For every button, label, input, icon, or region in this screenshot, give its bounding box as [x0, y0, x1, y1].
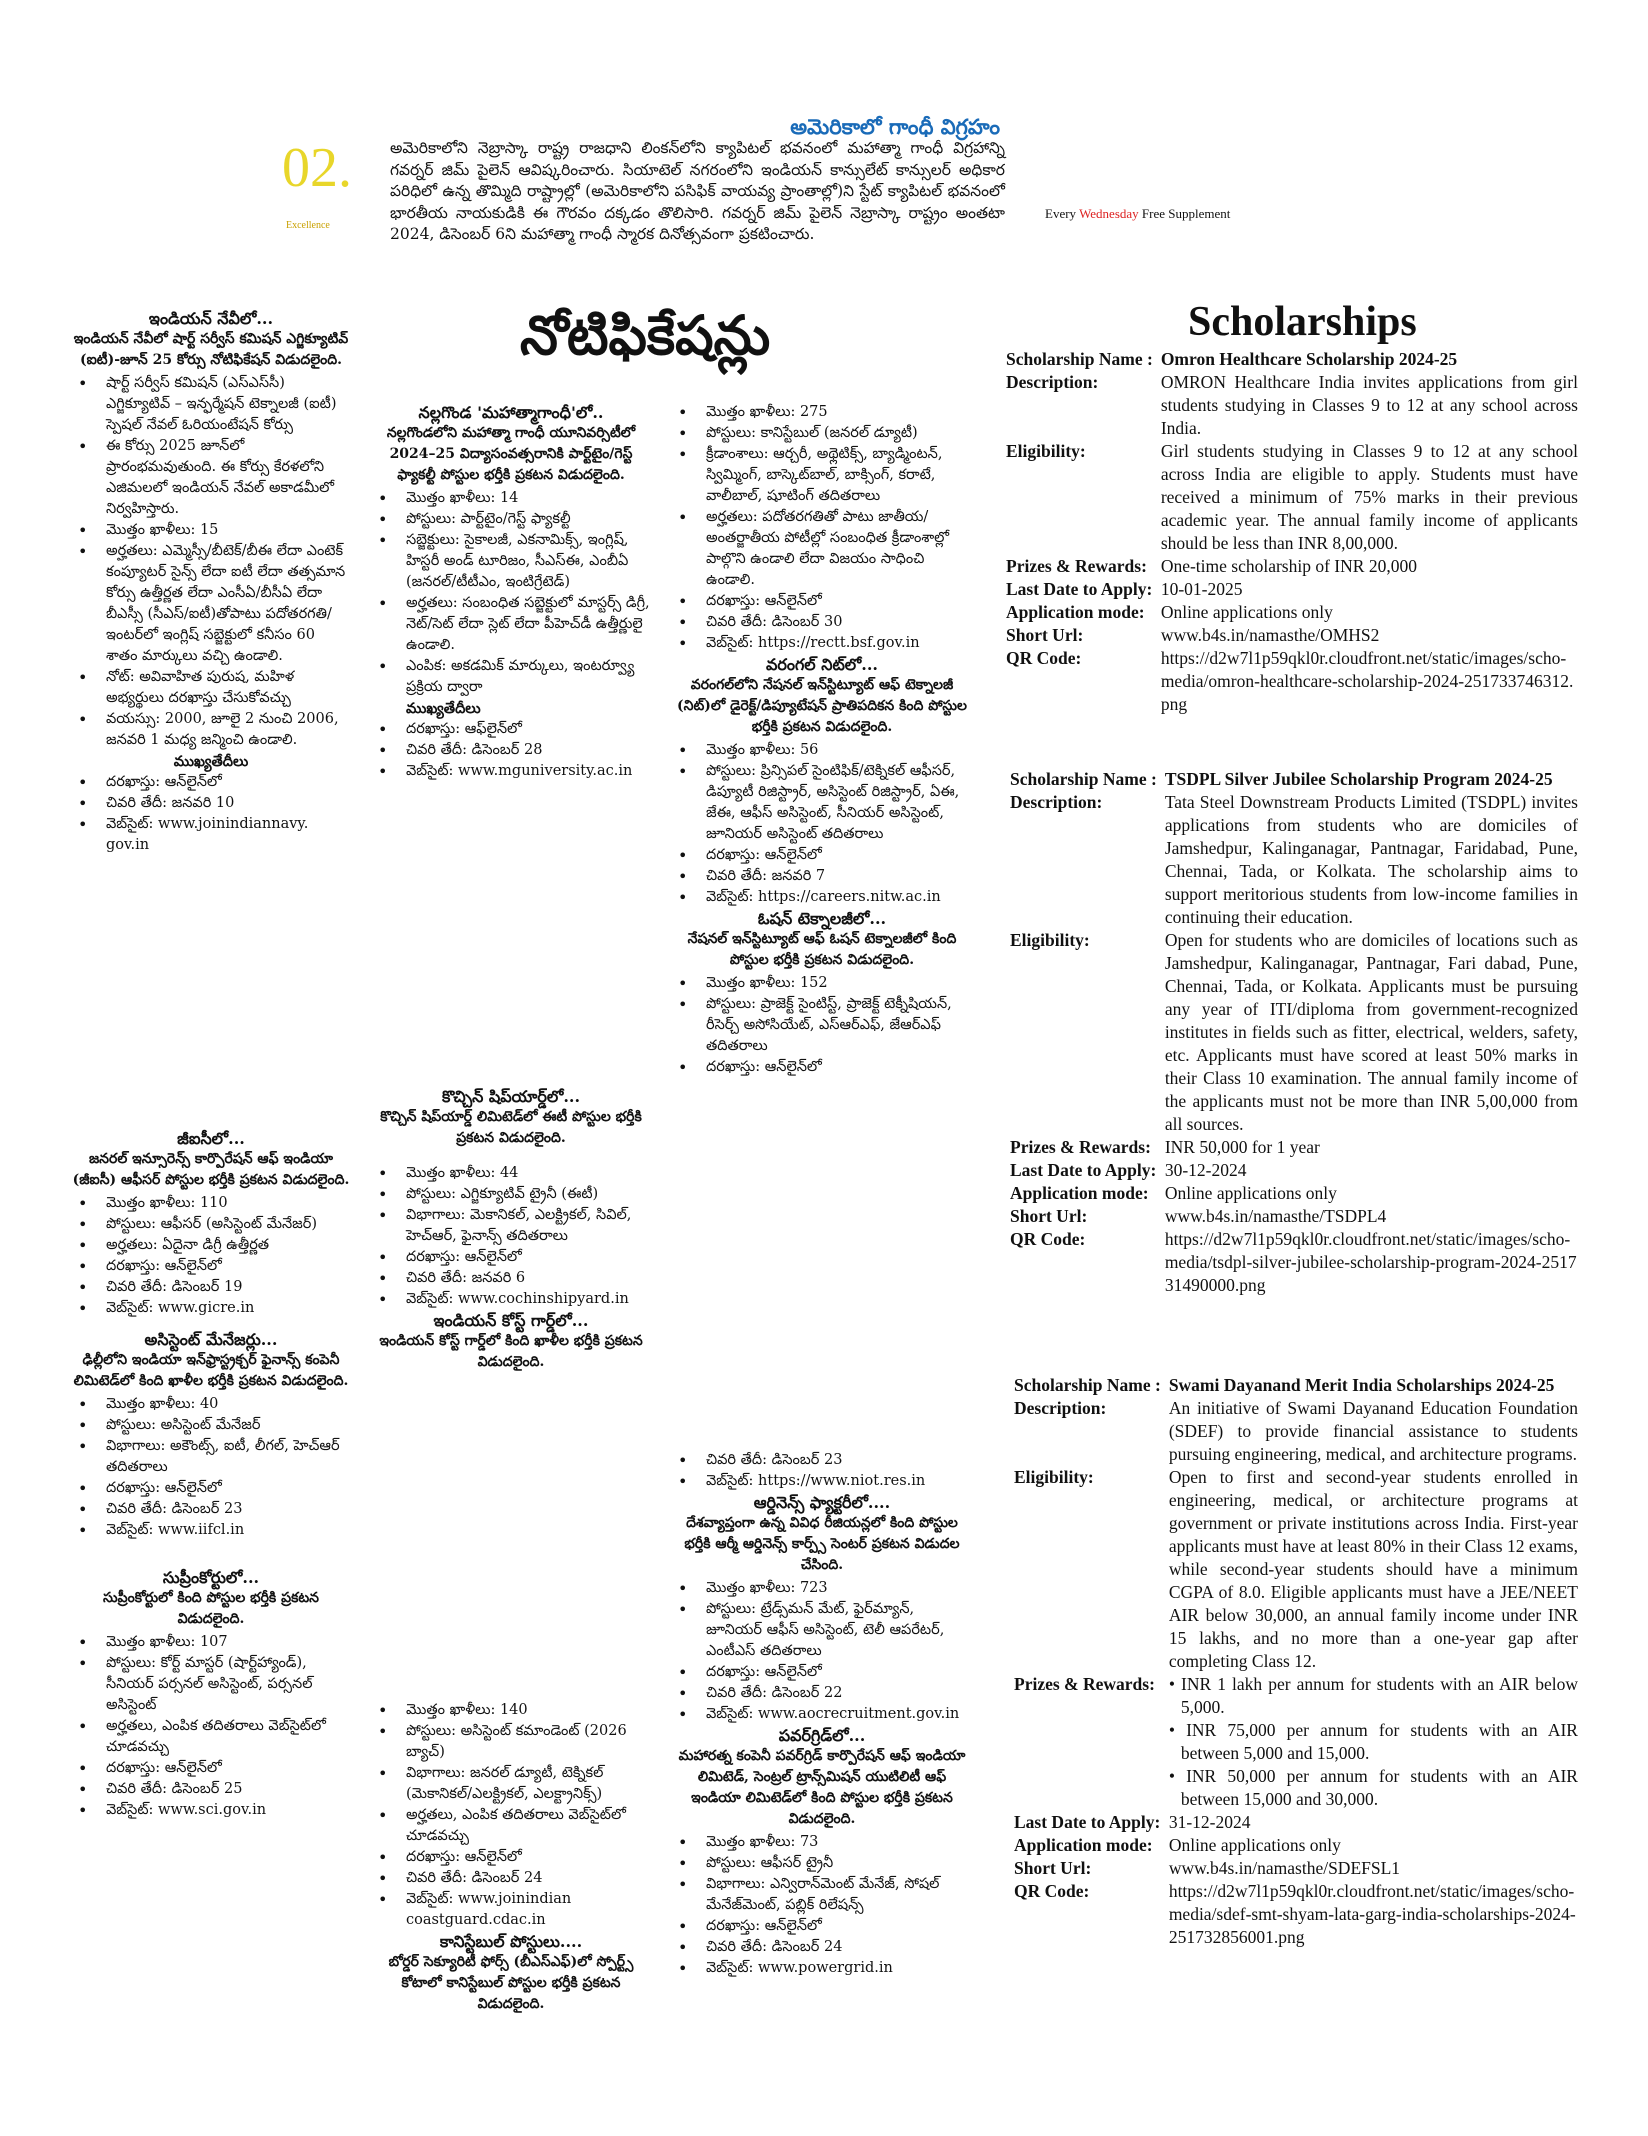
label-eligibility: Eligibility:: [1010, 930, 1090, 950]
supplement-prefix: Every: [1045, 206, 1080, 221]
scholarship-last-date: 31-12-2024: [1168, 1812, 1251, 1832]
column-1-lower: [72, 1128, 350, 1821]
scholarship-tsdpl: [1010, 768, 1578, 1297]
section-heading: అసిస్టెంట్ మేనేజర్లు...: [144, 1330, 278, 1349]
list-item: • దరఖాస్తు: ఆన్‌లైన్‌లో: [86, 1758, 350, 1779]
label-mode: Application mode:: [1006, 602, 1145, 622]
navy-notice: [72, 308, 350, 856]
list-item: • చివరి తేదీ: డిసెంబర్ 24: [386, 1868, 650, 1889]
label-eligibility: Eligibility:: [1006, 441, 1086, 461]
list-item: • దరఖాస్తు: ఆన్‌లైన్‌లో: [686, 1057, 972, 1078]
list-item: • అర్హతలు: సంబంధిత సబ్జెక్టులో మాస్టర్స్ డిగ్రీ, నెట్/సెట్ లేదా స్లెట్ లేదా పీహెచ్‌డీ ఉత్తీర్ణులై ఉండాలి.: [386, 593, 650, 656]
list-item: • INR 75,000 per annum for students with an AIR between 5,000 and 15,000.: [1169, 1719, 1578, 1765]
list-item: • పోస్టులు: పార్ట్‌టైం/గెస్ట్ ఫ్యాకల్టీ: [386, 509, 650, 530]
list-item: • మొత్తం ఖాళీలు: 14: [386, 488, 650, 509]
label-description: Description:: [1014, 1398, 1107, 1418]
section-heading: ఇండియన్ కోస్ట్ గార్డ్‌లో...: [433, 1311, 589, 1330]
label-short-url: Short Url:: [1010, 1206, 1088, 1226]
gandhi-news-body: అమెరికాలోని నెబ్రాస్కా రాష్ట్ర రాజధాని లింకన్‌లోని క్యాపిటల్ భవనంలో మహాత్మా గాంధీ విగ్రహాన్ని గవర్నర్ జిమ్ పైలెన్ ఆవిష్కరించారు. సియాటెల్ నగరంలోని ఇండియన్ కాన్సులేట్ కాన్సులర్ అధికార పరిధిలో ఉన్న తొమ్మిది రాష్ట్రాల్లో (అమెరికాలోని పసిఫిక్ వాయవ్య ప్రాంతాల్లో)ని స్టేట్ క్యాపిటల్ భవనంలో భారతీయ నాయకుడికి ఈ గౌరవం దక్కడం తొలిసారి. గవర్నర్ జిమ్ పైలెన్ నెబ్రాస్కా రాష్ట్రం అంతటా 2024, డిసెంబర్ 6ని మహాత్మా గాంధీ స్మారక దినోత్సవంగా ప్రకటించారు.: [390, 139, 1005, 243]
list-item: • అర్హతలు: ఎమ్మెస్సీ/బీటెక్/బీఈ లేదా ఎంటెక్ కంప్యూటర్ సైన్స్ లేదా ఐటీ లేదా తత్సమాన కోర్సు ఉత్తీర్ణత లేదా ఎంసీఏ/బీసీఏ లేదా బీఎస్సీ (సీఎస్/ఐటీ)తోపాటు పదోతరగతి/ఇంటర్‌లో ఇంగ్లిష్ సబ్జెక్టులో కనీసం 60 శాతం మార్కులు వచ్చి ఉండాలి.: [86, 541, 350, 667]
column-3-lower: [672, 1450, 972, 1979]
label-mode: Application mode:: [1010, 1183, 1149, 1203]
list-item: • మొత్తం ఖాళీలు: 40: [86, 1394, 350, 1415]
list-item: • సబ్జెక్టులు: సైకాలజీ, ఎకనామిక్స్, ఇంగ్లిష్, హిస్టరీ అండ్ టూరిజం, సీఎస్‌ఈ, ఎంబీఏ (జనరల్/టీటీఎం, ఇంటిగ్రేటెడ్): [386, 530, 650, 593]
list-item: • వెబ్‌సైట్: https://www.niot.res.in: [686, 1471, 972, 1492]
section-intro: కొచ్చిన్ షిప్‌యార్డ్ లిమిటెడ్‌లో ఈటీ పోస్టుల భర్తీకి ప్రకటన విడుదలైంది.: [380, 1109, 642, 1146]
section-intro: మహారత్న కంపెనీ పవర్‌గ్రిడ్ కార్పొరేషన్ ఆఫ్ ఇండియా లిమిటెడ్, సెంట్రల్ ట్రాన్స్‌మిషన్ యుటిలిటీ ఆఫ్ ఇండియా లిమిటెడ్‌లో కింది పోస్టుల భర్తీకి ప్రకటన విడుదలైంది.: [678, 1748, 966, 1827]
list-item: • మొత్తం ఖాళీలు: 44: [386, 1163, 650, 1184]
scholarship-qr: https://d2w7l1p59qkl0r.cloudfront.net/static/images/scho-media/tsdpl-silver-jubilee-scholarship-program-2024-251731490000.png: [1164, 1229, 1577, 1295]
list-item: • వెబ్‌సైట్: www.iifcl.in: [86, 1520, 350, 1541]
list-item: • పోస్టులు: ప్రిన్సిపల్ సైంటిఫిక్/టెక్నికల్ ఆఫీసర్, డిప్యూటీ రిజిస్ట్రార్, అసిస్టెంట్ రిజిస్ట్రార్, ఏఈ, జేఈ, ఆఫీస్ అసిస్టెంట్, సీనియర్ అసిస్టెంట్, జూనియర్ అసిస్టెంట్ తదితరాలు: [686, 761, 972, 845]
list-item: • వెబ్‌సైట్: www.cochinshipyard.in: [386, 1289, 650, 1310]
label-prizes: Prizes & Rewards:: [1006, 556, 1147, 576]
section-heading: నల్లగొండ 'మహాత్మాగాంధీ'లో..: [418, 403, 604, 422]
scholarship-eligibility: Girl students studying in Classes 9 to 12 at any school across India are eligible to apply. Students must have received a minimum of 75% marks in their previous academic year. The annual family income of applicants should be less than INR 8,00,000.: [1160, 441, 1578, 553]
column-2-middle: [372, 1086, 650, 1375]
label-name: Scholarship Name :: [1010, 769, 1157, 789]
list-item: • అర్హతలు: ఏదైనా డిగ్రీ ఉత్తీర్ణత: [86, 1235, 350, 1256]
section-intro: వరంగల్‌లోని నేషనల్ ఇన్‌స్టిట్యూట్ ఆఫ్ టెక్నాలజీ (నిట్)లో డైరెక్ట్/డిప్యూటేషన్ ప్రాతిపదికన కింది పోస్టుల భర్తీకి ప్రకటన విడుదలైంది.: [677, 677, 967, 735]
scholarship-short-url: www.b4s.in/namasthe/OMHS2: [1160, 625, 1380, 645]
list-item: • దరఖాస్తు: ఆన్‌లైన్‌లో: [686, 1916, 972, 1937]
scholarship-short-url: www.b4s.in/namasthe/TSDPL4: [1164, 1206, 1387, 1226]
list-item: • దరఖాస్తు: ఆన్‌లైన్‌లో: [386, 1247, 650, 1268]
list-item: • విభాగాలు: జనరల్ డ్యూటీ, టెక్నికల్ (మెకానికల్/ఎలక్ట్రికల్, ఎలక్ట్రానిక్స్): [386, 1763, 650, 1805]
label-description: Description:: [1006, 372, 1099, 392]
list-item: • వెబ్‌సైట్: www.sci.gov.in: [86, 1800, 350, 1821]
label-qr: QR Code:: [1006, 648, 1082, 668]
section-intro: ఇండియన్ నేవీలో షార్ట్ సర్వీస్ కమిషన్ ఎగ్జిక్యూటివ్ (ఐటీ)-జూన్ 25 కోర్సు నోటిఫికేషన్ విడుదలైంది.: [73, 331, 349, 368]
list-item: • వయస్సు: 2000, జూలై 2 నుంచి 2006, జనవరి 1 మధ్య జన్మించి ఉండాలి.: [86, 709, 350, 751]
scholarship-name: Swami Dayanand Merit India Scholarships 2024-25: [1168, 1375, 1555, 1395]
section-heading: ఓషన్ టెక్నాలజీలో...: [757, 909, 887, 928]
scholarship-last-date: 10-01-2025: [1160, 579, 1243, 599]
scholarship-name: TSDPL Silver Jubilee Scholarship Program 2024-25: [1164, 769, 1553, 789]
list-item: • దరఖాస్తు: ఆఫ్‌లైన్‌లో: [386, 719, 650, 740]
supplement-suffix: Free Supplement: [1138, 206, 1231, 221]
list-item: • దరఖాస్తు: ఆన్‌లైన్‌లో: [386, 1847, 650, 1868]
list-item: • మొత్తం ఖాళీలు: 723: [686, 1578, 972, 1599]
list-item: • మొత్తం ఖాళీలు: 275: [686, 402, 972, 423]
list-item: • పోస్టులు: కోర్ట్ మాస్టర్ (షార్ట్‌హ్యాండ్), సీనియర్ పర్సనల్ అసిస్టెంట్, పర్సనల్ అసిస్టెంట్: [86, 1653, 350, 1716]
list-item: • వెబ్‌సైట్: www.joinindian coastguard.cdac.in: [386, 1889, 650, 1931]
section-intro: దేశవ్యాప్తంగా ఉన్న వివిధ రీజియన్లలో కింది పోస్టుల భర్తీకి ఆర్మీ ఆర్డినెన్స్ కార్ప్స్ సెంటర్ ప్రకటన విడుదల చేసింది.: [684, 1515, 960, 1573]
gic-notice: [72, 1128, 350, 1319]
scholarship-eligibility: Open to first and second-year students enrolled in engineering, medical, or architecture programs at government or private institutions across India. First-year applicants must have at least 80% in their Class 12 exams, while second-year students should have a minimum CGPA of 8.0. Eligible applicants must have a JEE/NEET AIR below 30,000, an annual family income under INR 15 lakhs, and no more than a one-year gap after completing Class 12.: [1168, 1467, 1578, 1671]
label-description: Description:: [1010, 792, 1103, 812]
sc-notice: [72, 1567, 350, 1821]
list-item: • వెబ్‌సైట్: www.powergrid.in: [686, 1958, 972, 1979]
scholarship-mode: Online applications only: [1160, 602, 1333, 622]
label-short-url: Short Url:: [1006, 625, 1084, 645]
list-item: • చివరి తేదీ: డిసెంబర్ 28: [386, 740, 650, 761]
section-intro: ఢిల్లీలోని ఇండియా ఇన్‌ఫ్రాస్ట్రక్చర్ ఫైనాన్స్ కంపెనీ లిమిటెడ్‌లో కింది ఖాళీల భర్తీకి ప్రకటన విడుదలైంది.: [73, 1352, 349, 1389]
bsf-notice-header: [372, 1931, 650, 2015]
section-heading: పవర్‌గ్రిడ్‌లో...: [778, 1726, 866, 1745]
supplement-note: [1045, 206, 1230, 222]
aoc-notice: [672, 1492, 972, 1725]
list-item: • చివరి తేదీ: డిసెంబర్ 30: [686, 612, 972, 633]
section-heading: వరంగల్ నిట్‌లో...: [766, 655, 878, 674]
list-item: • షార్ట్ సర్వీస్ కమిషన్ (ఎస్ఎస్‌సీ) ఎగ్జిక్యూటివ్ – ఇన్ఫర్మేషన్ టెక్నాలజీ (ఐటీ) స్పెషల్ నేవల్ ఓరియంటేషన్ కోర్సు: [86, 373, 350, 436]
important-dates-subhead: ముఖ్యతేదీలు: [173, 753, 249, 770]
list-item: • చివరి తేదీ: డిసెంబర్ 23: [86, 1499, 350, 1520]
list-item: • అర్హతలు, ఎంపిక తదితరాలు వెబ్‌సైట్‌లో చూడవచ్చు: [86, 1716, 350, 1758]
scholarship-name: Omron Healthcare Scholarship 2024-25: [1160, 349, 1458, 369]
label-mode: Application mode:: [1014, 1835, 1153, 1855]
list-item: • మొత్తం ఖాళీలు: 140: [386, 1700, 650, 1721]
label-last-date: Last Date to Apply:: [1014, 1812, 1161, 1832]
scholarship-description: Tata Steel Downstream Products Limited (TSDPL) invites applications from students who are domiciles of Jamshedpur, Kalinganagar, Pantnagar, Faridabad, Pune, Chennai, Tada, or Kolkata. The scholarship aims to support meritorious students from low-income families in continuing their education.: [1164, 792, 1578, 927]
list-item: • మొత్తం ఖాళీలు: 152: [686, 973, 972, 994]
section-intro: ఇండియన్ కోస్ట్ గార్డ్‌లో కింది ఖాళీల భర్తీకి ప్రకటన విడుదలైంది.: [379, 1333, 643, 1370]
column-2-lower: [372, 1700, 650, 2017]
list-item: • దరఖాస్తు: ఆన్‌లైన్‌లో: [86, 1256, 350, 1277]
list-item: • పోస్టులు: ఆఫీసర్ (అసిస్టెంట్ మేనేజర్): [86, 1214, 350, 1235]
section-intro: బోర్డర్ సెక్యూరిటీ ఫోర్స్ (బీఎస్ఎఫ్)లో స్పోర్ట్స్ కోటాలో కానిస్టేబుల్ పోస్టుల భర్తీకి ప్రకటన విడుదలైంది.: [388, 1954, 634, 2012]
list-item: • వెబ్‌సైట్: www.mguniversity.ac.in: [386, 761, 650, 782]
list-item: • చివరి తేదీ: డిసెంబర్ 19: [86, 1277, 350, 1298]
section-heading: కానిస్టేబుల్ పోస్టులు....: [439, 1932, 583, 1951]
scholarship-description: OMRON Healthcare India invites applications from girl students studying in Classes 9 to 12 at any school across India.: [1160, 372, 1578, 438]
icg-notice-header: [372, 1310, 650, 1373]
list-item: • పోస్టులు: ఆఫీసర్ ట్రైనీ: [686, 1853, 972, 1874]
label-qr: QR Code:: [1010, 1229, 1086, 1249]
list-item: • వెబ్‌సైట్: https://careers.nitw.ac.in: [686, 887, 972, 908]
list-item: • నోట్: అవివాహిత పురుష, మహిళ అభ్యర్థులు దరఖాస్తు చేసుకోవచ్చు: [86, 667, 350, 709]
list-item: • విభాగాలు: మెకానికల్, ఎలక్ట్రికల్, సివిల్, హెచ్‌ఆర్, ఫైనాన్స్ తదితరాలు: [386, 1205, 650, 1247]
column-3-upper: [672, 402, 972, 1078]
section-heading: సుప్రీంకోర్టులో...: [162, 1568, 260, 1587]
label-last-date: Last Date to Apply:: [1010, 1160, 1157, 1180]
scholarship-mode: Online applications only: [1164, 1183, 1337, 1203]
list-item: • దరఖాస్తు: ఆన్‌లైన్‌లో: [686, 591, 972, 612]
gandhi-news-title: అమెరికాలో గాంధీ విగ్రహం: [790, 114, 1000, 139]
scholarship-sdef: [1014, 1374, 1578, 1949]
label-name: Scholarship Name :: [1014, 1375, 1161, 1395]
list-item: • INR 50,000 per annum for students with an AIR between 15,000 and 30,000.: [1169, 1765, 1578, 1811]
scholarship-omron: [1006, 348, 1578, 716]
scholarships-title: Scholarships: [1188, 299, 1417, 345]
powergrid-notice: [672, 1725, 972, 1979]
page-number: 02.: [282, 137, 352, 199]
list-item: • చివరి తేదీ: డిసెంబర్ 22: [686, 1683, 972, 1704]
list-item: • వెబ్‌సైట్: https://rectt.bsf.gov.in: [686, 633, 972, 654]
scholarship-prizes: INR 50,000 for 1 year: [1164, 1137, 1320, 1157]
list-item: • చివరి తేదీ: డిసెంబర్ 24: [686, 1937, 972, 1958]
section-heading: కొచ్చిన్ షిప్‌యార్డ్‌లో...: [441, 1087, 581, 1106]
list-item: • మొత్తం ఖాళీలు: 56: [686, 740, 972, 761]
list-item: • చివరి తేదీ: డిసెంబర్ 23: [686, 1450, 972, 1471]
list-item: • మొత్తం ఖాళీలు: 73: [686, 1832, 972, 1853]
supplement-day: Wednesday: [1079, 206, 1139, 221]
section-intro: జనరల్ ఇన్సూరెన్స్ కార్పొరేషన్ ఆఫ్ ఇండియా (జీఐసీ) ఆఫీసర్ పోస్టుల భర్తీకి ప్రకటన విడుదలైంది.: [72, 1151, 350, 1188]
column-1: [72, 308, 350, 856]
list-item: • పోస్టులు: ఎగ్జిక్యూటివ్ ట్రైనీ (ఈటీ): [386, 1184, 650, 1205]
label-short-url: Short Url:: [1014, 1858, 1092, 1878]
label-last-date: Last Date to Apply:: [1006, 579, 1153, 599]
list-item: • చివరి తేదీ: జనవరి 10: [86, 793, 350, 814]
list-item: • దరఖాస్తు: ఆన్‌లైన్‌లో: [686, 845, 972, 866]
label-eligibility: Eligibility:: [1014, 1467, 1094, 1487]
csl-notice: [372, 1086, 650, 1310]
list-item: • చివరి తేదీ: జనవరి 7: [686, 866, 972, 887]
mgu-notice: [372, 402, 650, 782]
list-item: • దరఖాస్తు: ఆన్‌లైన్‌లో: [86, 772, 350, 793]
important-dates-subhead: ముఖ్యతేదీలు: [406, 700, 481, 717]
list-item: • పోస్టులు: ప్రాజెక్ట్ సైంటిస్ట్, ప్రాజెక్ట్ టెక్నీషియన్, రీసెర్చ్ అసోసియేట్, ఎస్ఆర్ఎఫ్, జేఆర్ఎఫ్ తదితరాలు: [686, 994, 972, 1057]
section-heading: ఆర్డినెన్స్ ఫ్యాక్టరీలో....: [753, 1493, 891, 1512]
iifcl-notice: [72, 1329, 350, 1541]
list-item: • INR 1 lakh per annum for students with an AIR below 5,000.: [1169, 1673, 1578, 1719]
list-item: • వెబ్‌సైట్: www.gicre.in: [86, 1298, 350, 1319]
scholarship-eligibility: Open for students who are domiciles of locations such as Jamshedpur, Kalinganagar, Pantnagar, Fari dabad, Pune, Chennai, Tada, or Kolkata. Applicants must be pursuing any year of ITI/diploma from government-recognized institutes in fields such as fitter, electrical, welders, safety, etc. Applicants must have scored at least 50% marks in their Class 10 examination. The annual family income of the applicants must not be more than INR 5,00,000 from all sources.: [1164, 930, 1578, 1134]
notifications-title: నోటిఫికేషన్లు: [520, 303, 771, 367]
list-item: • చివరి తేదీ: డిసెంబర్ 25: [86, 1779, 350, 1800]
list-item: • అర్హతలు, ఎంపిక తదితరాలు వెబ్‌సైట్‌లో చూడవచ్చు: [386, 1805, 650, 1847]
scholarship-qr: https://d2w7l1p59qkl0r.cloudfront.net/static/images/scho-media/omron-healthcare-scholarship-2024-251733746312.png: [1160, 648, 1574, 714]
niot-notice: [672, 908, 972, 1078]
list-item: • విభాగాలు: ఎన్విరాన్‌మెంట్ మేనేజ్, సోషల్ మేనేజ్‌మెంట్, పబ్లిక్ రిలేషన్స్: [686, 1874, 972, 1916]
column-2: [372, 402, 650, 782]
list-item: • పోస్టులు: అసిస్టెంట్ కమాండెంట్ (2026 బ్యాచ్): [386, 1721, 650, 1763]
list-item: • ఈ కోర్సు 2025 జూన్‌లో ప్రారంభమవుతుంది. ఈ కోర్సు కేరళలోని ఎజిమలలో ఇండియన్ నేవల్ అకాడమీలో నిర్వహిస్తారు.: [86, 436, 350, 520]
list-item: • పోస్టులు: కానిస్టేబుల్ (జనరల్ డ్యూటీ): [686, 423, 972, 444]
section-intro: సుప్రీంకోర్టులో కింది పోస్టుల భర్తీకి ప్రకటన విడుదలైంది.: [102, 1590, 320, 1627]
list-item: • మొత్తం ఖాళీలు: 107: [86, 1632, 350, 1653]
list-item: • విభాగాలు: అకౌంట్స్, ఐటీ, లీగల్, హెచ్‌ఆర్ తదితరాలు: [86, 1436, 350, 1478]
list-item: • దరఖాస్తు: ఆన్‌లైన్‌లో: [86, 1478, 350, 1499]
list-item: • ఎంపిక: అకడమిక్ మార్కులు, ఇంటర్వ్యూ ప్రక్రియ ద్వారా: [386, 656, 650, 698]
list-item: • మొత్తం ఖాళీలు: 110: [86, 1193, 350, 1214]
list-item: • పోస్టులు: అసిస్టెంట్ మేనేజర్: [86, 1415, 350, 1436]
list-item: • పోస్టులు: ట్రేడ్స్‌మన్ మేట్, ఫైర్‌మ్యాన్, జూనియర్ ఆఫీస్ అసిస్టెంట్, టెలీ ఆపరేటర్, ఎంటీఎస్ తదితరాలు: [686, 1599, 972, 1662]
section-heading: జీఐసీలో...: [177, 1129, 245, 1148]
scholarship-mode: Online applications only: [1168, 1835, 1341, 1855]
scholarship-last-date: 30-12-2024: [1164, 1160, 1247, 1180]
label-name: Scholarship Name :: [1006, 349, 1153, 369]
label-prizes: Prizes & Rewards:: [1010, 1137, 1151, 1157]
list-item: • మొత్తం ఖాళీలు: 15: [86, 520, 350, 541]
list-item: • దరఖాస్తు: ఆన్‌లైన్‌లో: [686, 1662, 972, 1683]
list-item: • క్రీడాంశాలు: ఆర్చరీ, అథ్లెటిక్స్, బ్యాడ్మింటన్, స్విమ్మింగ్, బాస్కెట్‌బాల్, బాక్సింగ్, కరాటే, వాలీబాల్, షూటింగ్ తదితరాలు: [686, 444, 972, 507]
label-qr: QR Code:: [1014, 1881, 1090, 1901]
list-item: • చివరి తేదీ: జనవరి 6: [386, 1268, 650, 1289]
section-heading: ఇండియన్ నేవీలో...: [148, 309, 274, 328]
section-intro: నేషనల్ ఇన్‌స్టిట్యూట్ ఆఫ్ ఓషన్ టెక్నాలజీలో కింది పోస్టుల భర్తీకి ప్రకటన విడుదలైంది.: [687, 931, 957, 968]
list-item: • వెబ్‌సైట్: www.joinindiannavy. gov.in: [86, 814, 350, 856]
scholarship-qr: https://d2w7l1p59qkl0r.cloudfront.net/static/images/scho-media/sdef-smt-shyam-lata-garg-india-scholarships-2024-251732856001.png: [1168, 1881, 1576, 1947]
nitw-notice: [672, 654, 972, 908]
prizes-list: [1169, 1673, 1578, 1811]
list-item: • వెబ్‌సైట్: www.aocrecruitment.gov.in: [686, 1704, 972, 1725]
label-prizes: Prizes & Rewards:: [1014, 1674, 1155, 1694]
list-item: • అర్హతలు: పదోతరగతితో పాటు జాతీయ/అంతర్జాతీయ పోటీల్లో సంబంధిత క్రీడాంశాల్లో పాల్గొని ఉండాలి లేదా విజయం సాధించి ఉండాలి.: [686, 507, 972, 591]
scholarship-prizes: One-time scholarship of INR 20,000: [1160, 556, 1417, 576]
scholarship-short-url: www.b4s.in/namasthe/SDEFSL1: [1168, 1858, 1401, 1878]
section-intro: నల్లగొండలోని మహాత్మా గాంధీ యూనివర్సిటీలో 2024–25 విద్యాసంవత్సరానికి పార్ట్‌టైం/గెస్ట్ ఫ్యాకల్టీ పోస్టుల భర్తీకి ప్రకటన విడుదలైంది.: [386, 425, 636, 483]
scholarship-description: An initiative of Swami Dayanand Education Foundation (SDEF) to provide financial assistance to students pursuing engineering, medical, and architecture programs.: [1168, 1398, 1578, 1464]
tagline: Excellence: [286, 220, 330, 231]
